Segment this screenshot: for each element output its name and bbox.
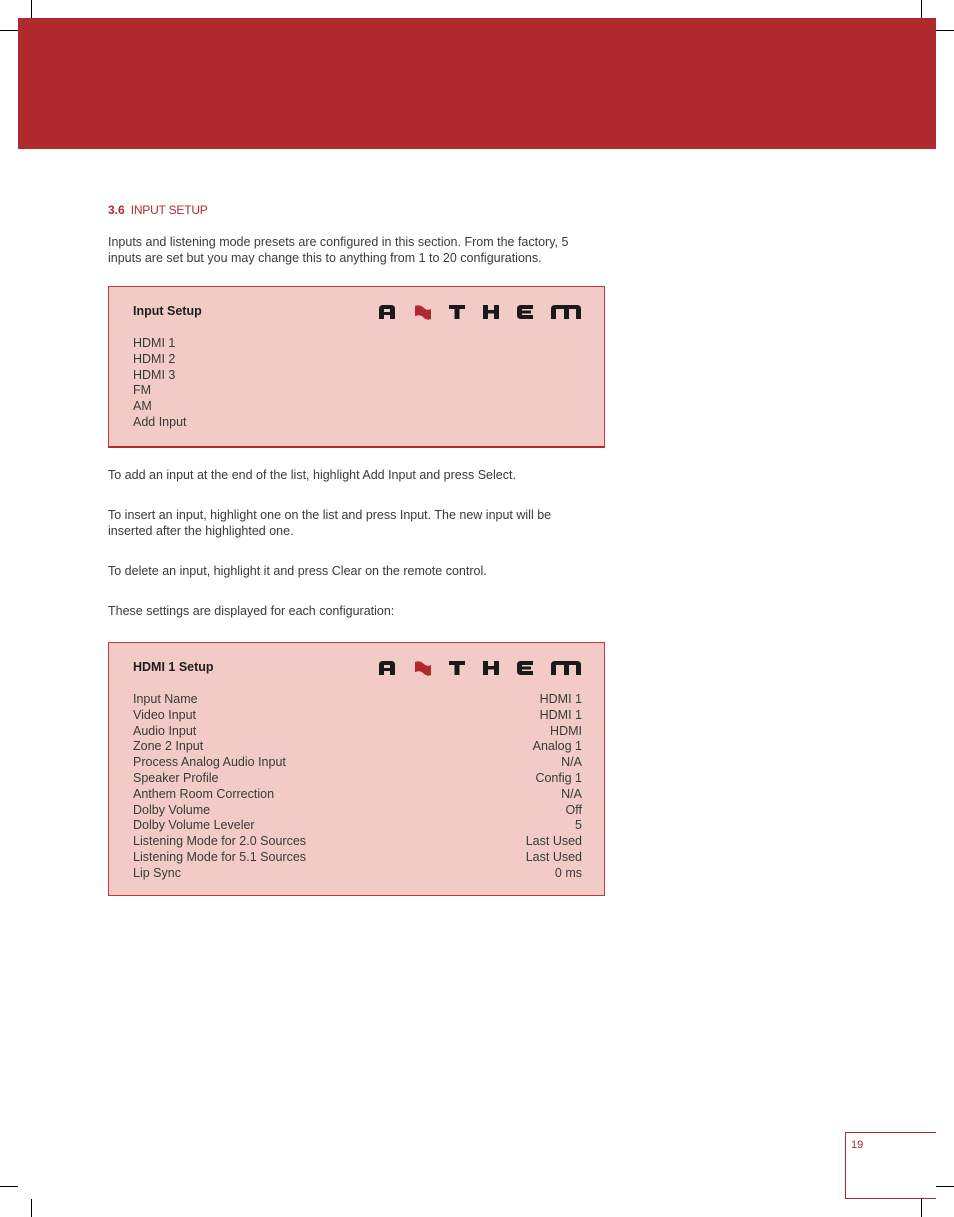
- input-item-label: HDMI 1: [133, 336, 176, 350]
- settings-row[interactable]: [133, 803, 582, 819]
- input-item-label: FM: [133, 383, 152, 398]
- list-item[interactable]: [133, 352, 582, 368]
- input-item-label: AM: [133, 399, 152, 414]
- setting-value: Off: [565, 802, 582, 817]
- settings-row[interactable]: [133, 771, 582, 787]
- header-banner: [18, 18, 936, 149]
- settings-list: [133, 692, 582, 882]
- input-item-label: HDMI 3: [133, 367, 176, 382]
- section-number: 3.6: [108, 203, 125, 217]
- delete-instruction: To delete an input, highlight it and press Clear on the remote control.: [108, 564, 487, 578]
- settings-row[interactable]: [133, 708, 582, 724]
- setting-value: N/A: [561, 786, 582, 801]
- setting-label: Listening Mode for 5.1 Sources: [133, 849, 307, 864]
- crop-mark: [936, 1186, 954, 1187]
- setting-value: 0 ms: [554, 865, 582, 880]
- list-item[interactable]: [133, 399, 582, 415]
- settings-row[interactable]: [133, 692, 582, 708]
- setting-value: Config 1: [535, 770, 582, 785]
- anthem-logo: [379, 301, 585, 321]
- setting-value: Last Used: [525, 834, 582, 849]
- setting-label: Lip Sync: [133, 865, 181, 880]
- setting-label: Dolby Volume Leveler: [133, 818, 255, 833]
- settings-row[interactable]: [133, 866, 582, 882]
- list-item[interactable]: [133, 336, 582, 352]
- crop-mark: [0, 1186, 18, 1187]
- setting-label: Speaker Profile: [133, 770, 219, 785]
- settings-intro: These settings are displayed for each configuration:: [108, 604, 395, 618]
- anthem-logo: [379, 657, 585, 677]
- setting-value: 5: [575, 818, 582, 833]
- page-number: 19: [851, 1139, 864, 1151]
- settings-row[interactable]: [133, 787, 582, 803]
- setting-value: Analog 1: [532, 739, 582, 754]
- setting-value: HDMI 1: [539, 692, 582, 706]
- crop-mark: [31, 0, 32, 18]
- setting-label: Input Name: [133, 692, 198, 706]
- add-instruction: To add an input at the end of the list, highlight Add Input and press Select.: [108, 468, 516, 482]
- settings-row[interactable]: [133, 850, 582, 866]
- insert-instruction: To insert an input, highlight one on the list and press Input. The new input will be inserted after the highlighted one.: [108, 508, 552, 538]
- settings-row[interactable]: [133, 818, 582, 834]
- crop-mark: [921, 0, 922, 18]
- settings-row[interactable]: [133, 724, 582, 740]
- section-heading: [108, 203, 208, 217]
- input-list: [133, 336, 582, 431]
- panel-title: Input Setup: [133, 304, 202, 318]
- crop-mark: [936, 30, 954, 31]
- settings-row[interactable]: [133, 755, 582, 771]
- page-number-box: [845, 1132, 936, 1199]
- setting-label: Anthem Room Correction: [133, 786, 275, 801]
- settings-row[interactable]: [133, 834, 582, 850]
- crop-mark: [0, 30, 18, 31]
- list-item[interactable]: [133, 368, 582, 384]
- setting-value: HDMI 1: [539, 707, 582, 722]
- intro-paragraph: Inputs and listening mode presets are configured in this section. From the factory, 5 inputs are set but you may change this to anything from 1 to 20 configurations.: [108, 235, 569, 265]
- setting-label: Dolby Volume: [133, 802, 211, 817]
- panel-title: HDMI 1 Setup: [133, 660, 214, 674]
- settings-row[interactable]: [133, 739, 582, 755]
- crop-mark: [921, 1199, 922, 1217]
- crop-mark: [31, 1199, 32, 1217]
- list-item[interactable]: [133, 415, 582, 431]
- section-title: INPUT SETUP: [130, 203, 208, 217]
- setting-value: Last Used: [525, 849, 582, 864]
- setting-value: HDMI: [550, 723, 582, 738]
- setting-label: Listening Mode for 2.0 Sources: [133, 834, 307, 849]
- setting-label: Audio Input: [133, 723, 197, 738]
- setting-label: Process Analog Audio Input: [133, 755, 286, 770]
- list-item[interactable]: [133, 383, 582, 399]
- setting-value: N/A: [561, 755, 582, 770]
- input-setup-panel: [108, 286, 605, 448]
- add-input-label: Add Input: [133, 414, 187, 429]
- setting-label: Video Input: [133, 707, 197, 722]
- input-item-label: HDMI 2: [133, 351, 176, 366]
- hdmi1-setup-panel: [108, 642, 605, 896]
- setting-label: Zone 2 Input: [133, 739, 204, 754]
